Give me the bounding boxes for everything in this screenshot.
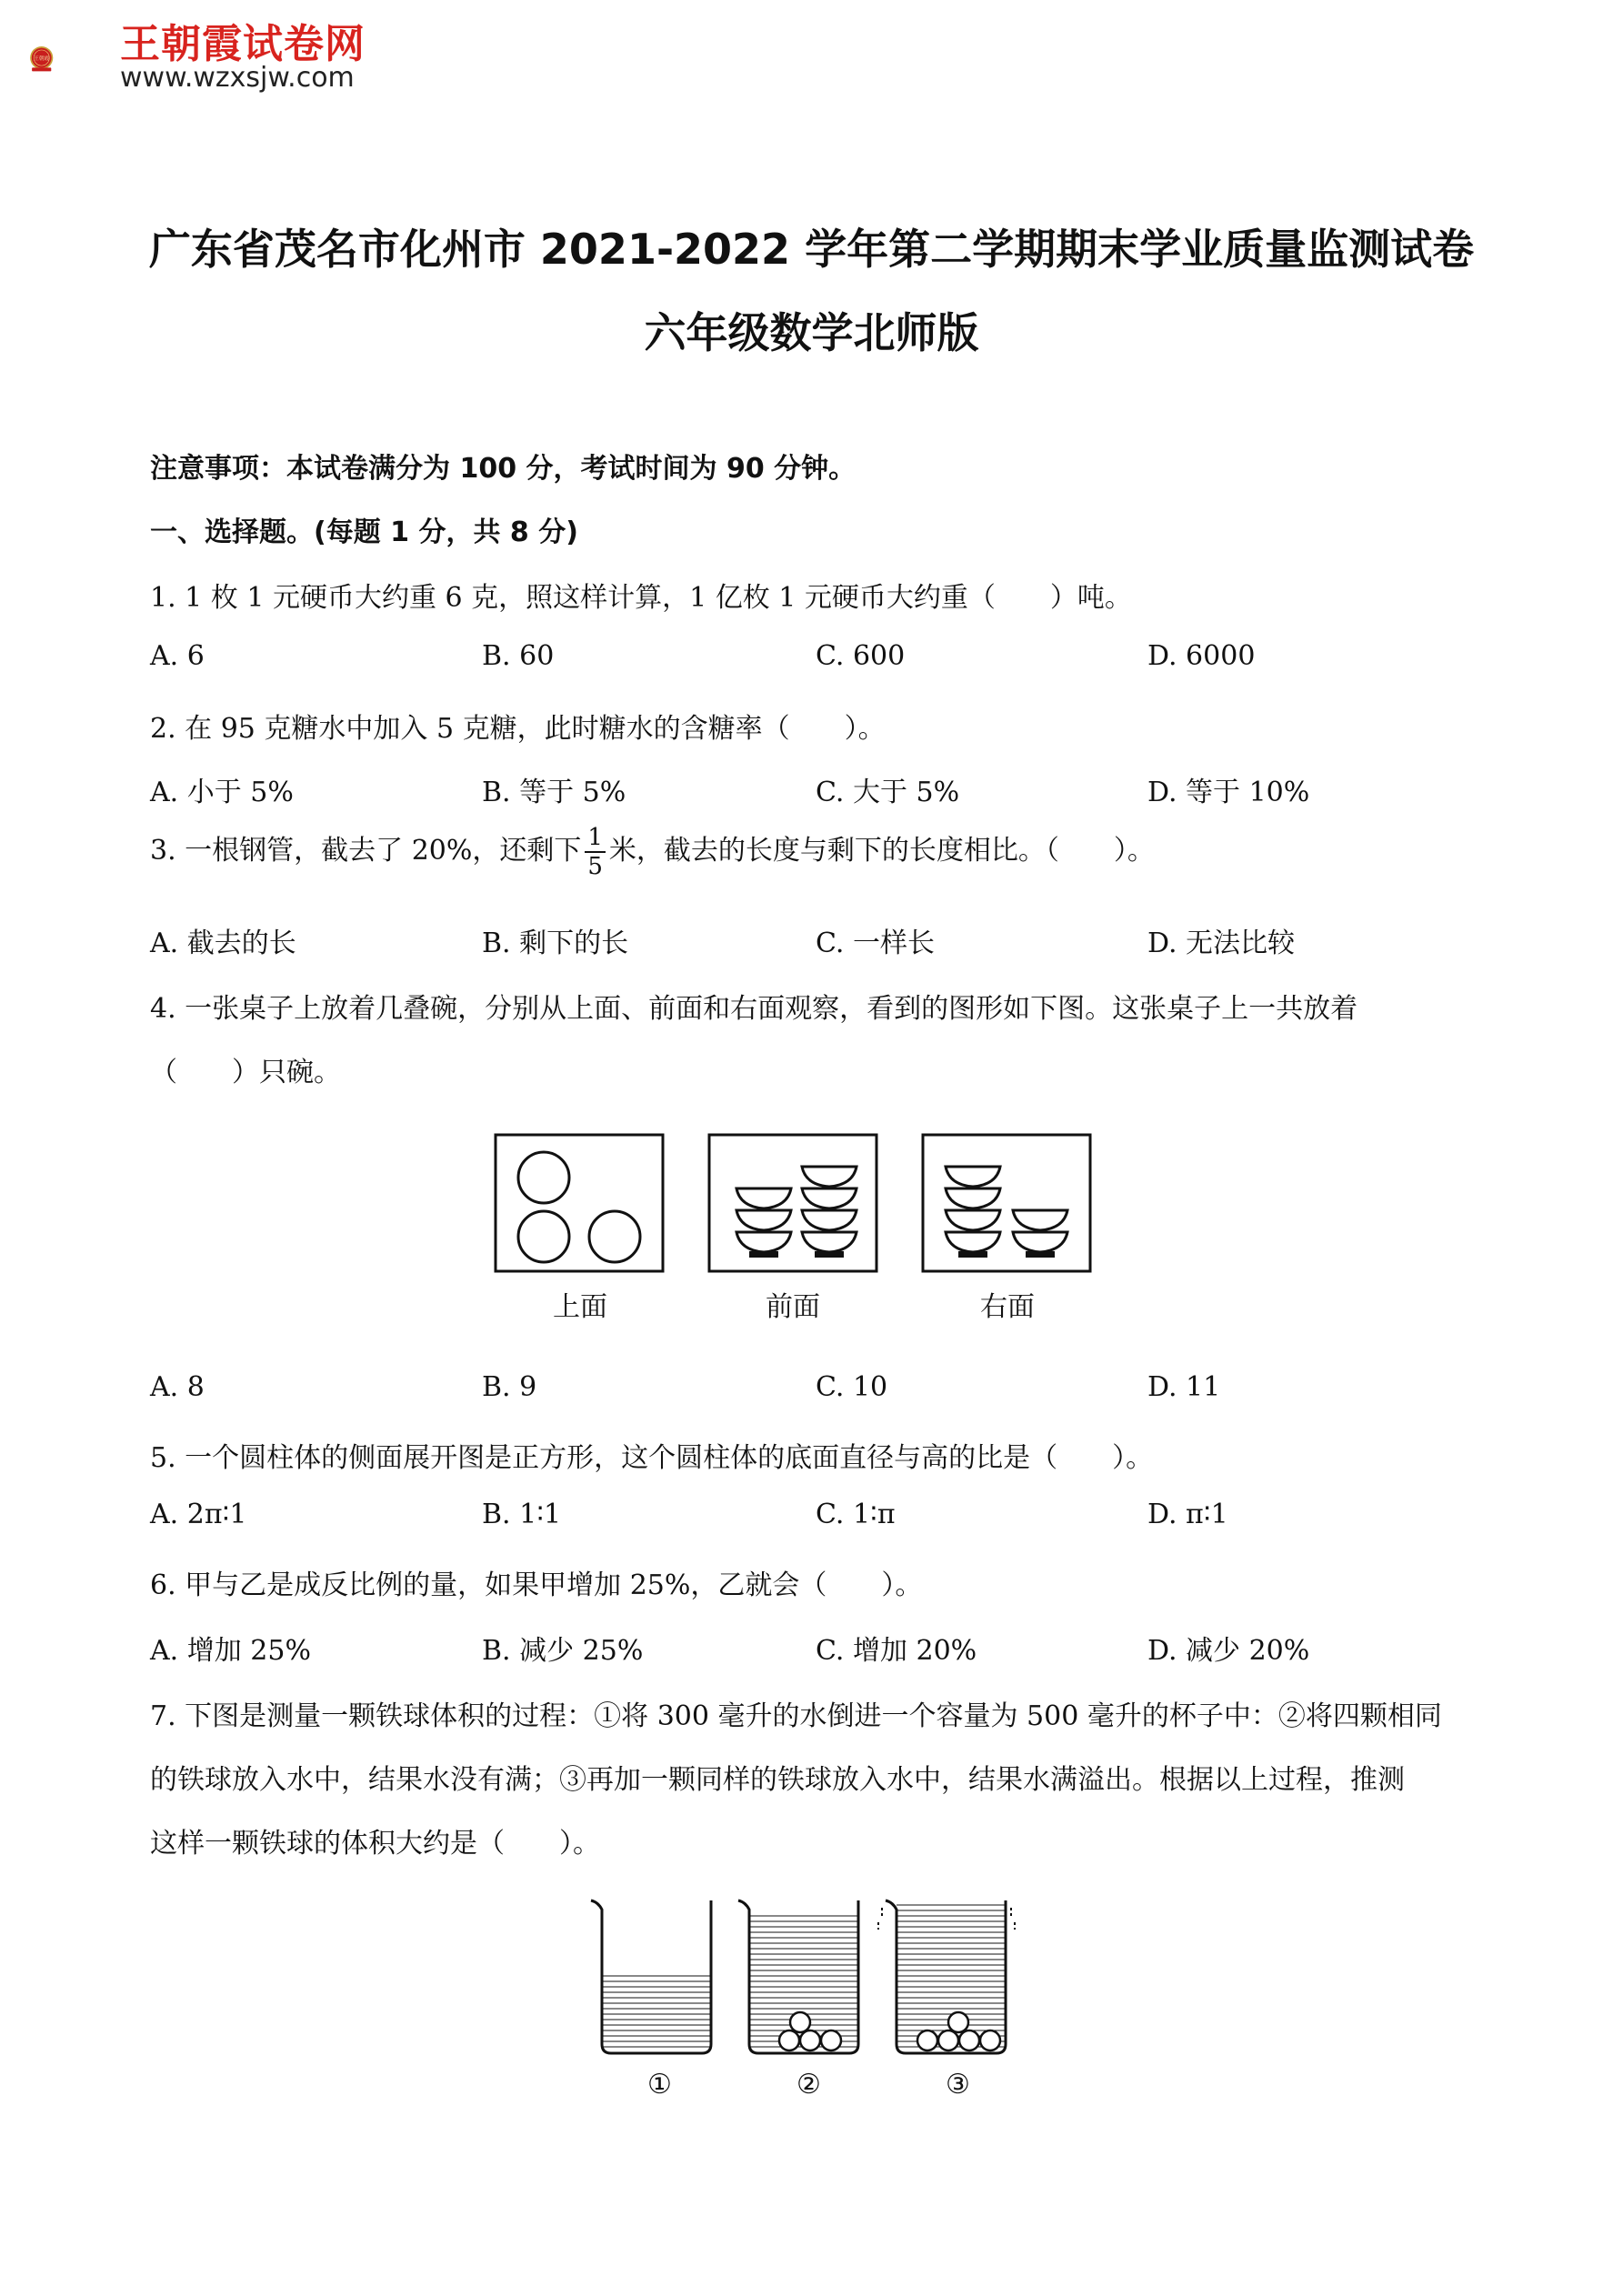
figure-label-top: 上面 (553, 1291, 607, 1323)
q2-option-a: A. 小于 5% (150, 777, 294, 808)
cup-3 (878, 1900, 1015, 2053)
q1-option-d: D. 6000 (1147, 640, 1256, 672)
q3-text-before: 3. 一根钢管，截去了 20%，还剩下 (150, 835, 582, 867)
page-title: 广东省茂名市化州市 2021-2022 学年第二学期期末学业质量监测试卷 (148, 225, 1475, 274)
brand-url[interactable]: www.wzxsjw.com (120, 62, 355, 94)
cup-label-1: ① (647, 2069, 672, 2100)
q5-option-c: C. 1∶π (816, 1499, 896, 1530)
cup-2 (738, 1900, 858, 2053)
q6-option-c: C. 增加 20% (816, 1635, 977, 1667)
notice: 注意事项：本试卷满分为 100 分，考试时间为 90 分钟。 (150, 453, 857, 485)
cup-label-3: ③ (946, 2069, 970, 2100)
brand-name: 王朝霞试卷网 (120, 21, 366, 67)
section-heading: 一、选择题。(每题 1 分，共 8 分) (150, 516, 578, 548)
question-4-line-2: （ ）只碗。 (150, 1057, 341, 1088)
q6-option-d: D. 减少 20% (1147, 1635, 1310, 1667)
q3-fraction (585, 824, 606, 880)
question-4-line-1: 4. 一张桌子上放着几叠碗，分别从上面、前面和右面观察，看到的图形如下图。这张桌子上一共放着 (150, 993, 1358, 1025)
q2-option-d: D. 等于 10% (1147, 777, 1310, 808)
q3-fraction-denominator: 5 (587, 853, 603, 880)
question-7-line-2: 的铁球放入水中，结果水没有满；③再加一颗同样的铁球放入水中，结果水满溢出。根据以上过程，推测 (150, 1764, 1405, 1796)
q3-text-after: 米，截去的长度与剩下的长度相比。（ ）。 (608, 835, 1155, 867)
q3-option-d: D. 无法比较 (1147, 927, 1296, 959)
figure-label-front: 前面 (766, 1291, 820, 1323)
front-view (709, 1135, 877, 1271)
q2-option-b: B. 等于 5% (482, 777, 626, 808)
q1-option-b: B. 60 (482, 640, 555, 672)
q4-option-a: A. 8 (150, 1371, 205, 1403)
question-3 (150, 824, 1155, 880)
question-5: 5. 一个圆柱体的侧面展开图是正方形，这个圆柱体的底面直径与高的比是（ ）。 (150, 1442, 1154, 1474)
logo-text: 王朝霞 (34, 55, 50, 62)
q5-option-a: A. 2π∶1 (150, 1499, 247, 1530)
question-7-line-1: 7. 下图是测量一颗铁球体积的过程：①将 300 毫升的水倒进一个容量为 500 毫升的杯子中：②将四颗相同 (150, 1700, 1442, 1732)
cup-label-2: ② (796, 2069, 821, 2100)
q2-option-c: C. 大于 5% (816, 777, 960, 808)
question-6: 6. 甲与乙是成反比例的量，如果甲增加 25%，乙就会（ ）。 (150, 1569, 923, 1601)
q5-option-b: B. 1∶1 (482, 1499, 562, 1530)
question-2: 2. 在 95 克糖水中加入 5 克糖，此时糖水的含糖率（ ）。 (150, 713, 886, 745)
right-view (923, 1135, 1090, 1271)
q6-option-a: A. 增加 25% (150, 1635, 311, 1667)
q1-option-a: A. 6 (150, 640, 205, 672)
q4-option-c: C. 10 (816, 1371, 888, 1403)
q6-option-b: B. 减少 25% (482, 1635, 644, 1667)
q3-fraction-numerator: 1 (585, 824, 606, 853)
cup-1 (591, 1900, 711, 2053)
page-subtitle: 六年级数学北师版 (644, 308, 979, 357)
q4-option-d: D. 11 (1147, 1371, 1221, 1403)
q4-option-b: B. 9 (482, 1371, 537, 1403)
iron-ball-cups-figure (582, 1891, 1055, 2073)
figure-label-right: 右面 (980, 1291, 1035, 1323)
q5-option-d: D. π∶1 (1147, 1499, 1228, 1530)
q3-option-b: B. 剩下的长 (482, 927, 629, 959)
question-1: 1. 1 枚 1 元硬币大约重 6 克，照这样计算，1 亿枚 1 元硬币大约重（ ）吨。 (150, 582, 1132, 614)
bowls-views-figure (491, 1132, 1100, 1278)
q3-option-a: A. 截去的长 (150, 927, 296, 959)
q3-option-c: C. 一样长 (816, 927, 935, 959)
top-view (496, 1135, 663, 1271)
question-7-line-3: 这样一颗铁球的体积大约是（ ）。 (150, 1828, 600, 1860)
q1-option-c: C. 600 (816, 640, 906, 672)
